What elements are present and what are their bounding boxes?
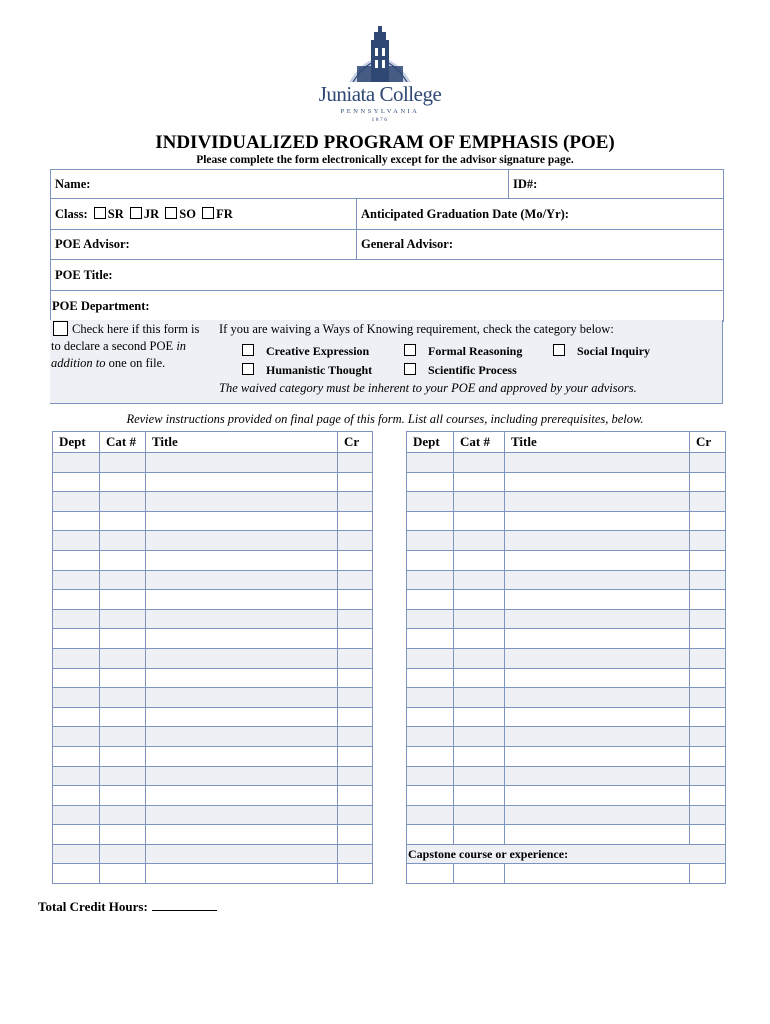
general-advisor-field[interactable]: [357, 230, 724, 260]
course-cr-cell[interactable]: [690, 570, 726, 590]
course-title-cell[interactable]: [146, 648, 338, 668]
course-cat-cell[interactable]: [454, 668, 505, 688]
class-so-checkbox[interactable]: [165, 207, 177, 219]
course-title-cell[interactable]: [146, 844, 338, 864]
course-row: [407, 648, 726, 668]
course-title-cell[interactable]: [505, 746, 690, 766]
class-label: Class:: [55, 206, 88, 221]
course-dept-cell[interactable]: [53, 629, 100, 649]
course-row: [53, 688, 373, 708]
course-row: [53, 844, 373, 864]
course-title-cell[interactable]: [505, 511, 690, 531]
class-sr-checkbox[interactable]: [94, 207, 106, 219]
course-title-cell[interactable]: [146, 531, 338, 551]
course-dept-cell[interactable]: [407, 648, 454, 668]
course-dept-cell[interactable]: [53, 609, 100, 629]
column-header-cat: Cat #: [100, 432, 146, 453]
total-credit-hours: [38, 899, 217, 915]
course-title-cell[interactable]: [146, 864, 338, 884]
course-cat-cell[interactable]: [454, 629, 505, 649]
course-cr-cell[interactable]: [690, 707, 726, 727]
social-inquiry-checkbox[interactable]: [553, 344, 565, 356]
course-row: [407, 570, 726, 590]
column-header-dept: Dept: [407, 432, 454, 453]
course-cr-cell[interactable]: [690, 550, 726, 570]
course-cat-cell[interactable]: [454, 531, 505, 551]
course-cat-cell[interactable]: [100, 864, 146, 884]
scientific-process-checkbox[interactable]: [404, 363, 416, 375]
course-cr-cell[interactable]: [690, 805, 726, 825]
creative-expression-checkbox[interactable]: [242, 344, 254, 356]
course-row: [407, 629, 726, 649]
course-title-cell[interactable]: [146, 511, 338, 531]
course-title-cell[interactable]: [146, 766, 338, 786]
course-row: [407, 668, 726, 688]
course-dept-cell[interactable]: [53, 786, 100, 806]
course-row: [407, 590, 726, 610]
course-cr-cell[interactable]: [690, 668, 726, 688]
course-cr-cell[interactable]: [690, 746, 726, 766]
course-cr-cell[interactable]: [338, 472, 373, 492]
student-info-table: [50, 169, 724, 322]
course-cr-cell[interactable]: [690, 648, 726, 668]
creative-expression-label: Creative Expression: [266, 344, 370, 358]
course-cr-cell[interactable]: [338, 590, 373, 610]
page-title: INDIVIDUALIZED PROGRAM OF EMPHASIS (POE): [155, 132, 615, 153]
column-header-cat: Cat #: [454, 432, 505, 453]
course-cat-cell[interactable]: [100, 746, 146, 766]
course-dept-cell[interactable]: [53, 746, 100, 766]
course-cat-cell[interactable]: [100, 609, 146, 629]
course-cr-cell[interactable]: [338, 825, 373, 845]
course-dept-cell[interactable]: [407, 688, 454, 708]
course-cat-cell[interactable]: [454, 727, 505, 747]
college-tower-icon: [347, 26, 413, 82]
course-cat-cell[interactable]: [454, 805, 505, 825]
course-dept-cell[interactable]: [53, 825, 100, 845]
course-dept-cell[interactable]: [53, 531, 100, 551]
course-row: [53, 727, 373, 747]
course-row: [53, 805, 373, 825]
poe-title-label: POE Title:: [55, 267, 113, 282]
course-cat-cell[interactable]: [454, 766, 505, 786]
course-cat-cell[interactable]: [454, 453, 505, 473]
course-title-cell[interactable]: [505, 688, 690, 708]
graduation-date-label: Anticipated Graduation Date (Mo/Yr):: [361, 206, 569, 221]
course-dept-cell[interactable]: [53, 707, 100, 727]
course-dept-cell[interactable]: [407, 492, 454, 512]
college-logo: [315, 26, 445, 126]
formal-reasoning-checkbox[interactable]: [404, 344, 416, 356]
capstone-dept-cell[interactable]: [407, 864, 454, 884]
course-row: [53, 453, 373, 473]
course-dept-cell[interactable]: [53, 472, 100, 492]
second-poe-line3: one on file.: [108, 356, 166, 370]
course-row: [53, 629, 373, 649]
course-title-cell[interactable]: [146, 550, 338, 570]
course-row: [407, 550, 726, 570]
waiver-option-formal-reasoning[interactable]: [404, 344, 522, 359]
second-poe-line3-italic: addition to: [51, 356, 106, 370]
course-title-cell[interactable]: [505, 609, 690, 629]
course-dept-cell[interactable]: [53, 805, 100, 825]
course-title-cell[interactable]: [505, 492, 690, 512]
course-dept-cell[interactable]: [53, 727, 100, 747]
course-title-cell[interactable]: [505, 766, 690, 786]
capstone-cat-cell[interactable]: [454, 864, 505, 884]
course-cat-cell[interactable]: [454, 590, 505, 610]
course-cat-cell[interactable]: [100, 727, 146, 747]
course-row: [407, 531, 726, 551]
course-dept-cell[interactable]: [53, 492, 100, 512]
class-field: [51, 199, 357, 230]
course-cat-cell[interactable]: [454, 825, 505, 845]
formal-reasoning-label: Formal Reasoning: [428, 344, 523, 358]
waiver-option-humanistic-thought[interactable]: [242, 363, 372, 378]
course-row: [53, 511, 373, 531]
course-dept-cell[interactable]: [53, 570, 100, 590]
course-dept-cell[interactable]: [407, 531, 454, 551]
waiver-section: [216, 320, 723, 404]
waiver-option-social-inquiry[interactable]: [553, 344, 650, 359]
course-cat-cell[interactable]: [100, 492, 146, 512]
course-title-cell[interactable]: [505, 786, 690, 806]
course-cr-cell[interactable]: [338, 844, 373, 864]
class-sr-label: SR: [107, 206, 124, 221]
second-poe-checkbox[interactable]: [53, 321, 68, 336]
total-credit-hours-field[interactable]: [152, 899, 217, 911]
course-cat-cell[interactable]: [100, 550, 146, 570]
waiver-header: If you are waiving a Ways of Knowing requirement, check the category below:: [219, 322, 614, 336]
course-row: [53, 746, 373, 766]
course-cr-cell[interactable]: [690, 492, 726, 512]
course-dept-cell[interactable]: [407, 590, 454, 610]
course-title-cell[interactable]: [146, 570, 338, 590]
course-title-cell[interactable]: [146, 629, 338, 649]
poe-advisor-field[interactable]: [51, 230, 357, 260]
course-cr-cell[interactable]: [338, 805, 373, 825]
course-dept-cell[interactable]: [407, 766, 454, 786]
course-cr-cell[interactable]: [338, 511, 373, 531]
course-cr-cell[interactable]: [338, 688, 373, 708]
course-cat-cell[interactable]: [100, 590, 146, 610]
course-title-cell[interactable]: [146, 688, 338, 708]
course-cat-cell[interactable]: [100, 531, 146, 551]
waiver-option-creative-expression[interactable]: [242, 344, 369, 359]
course-title-cell[interactable]: [146, 453, 338, 473]
course-dept-cell[interactable]: [53, 688, 100, 708]
course-row: [407, 688, 726, 708]
page-subtitle: Please complete the form electronically except for the advisor signature page.: [196, 154, 574, 166]
course-cat-cell[interactable]: [454, 746, 505, 766]
course-instructions: Review instructions provided on final page of this form. List all courses, including prerequisites, below.: [126, 412, 644, 426]
course-cat-cell[interactable]: [100, 629, 146, 649]
course-cat-cell[interactable]: [454, 570, 505, 590]
course-row: [53, 531, 373, 551]
column-header-title: Title: [146, 432, 338, 453]
course-cat-cell[interactable]: [100, 688, 146, 708]
course-row: [53, 609, 373, 629]
poe-advisor-label: POE Advisor:: [55, 237, 130, 251]
course-dept-cell[interactable]: [407, 472, 454, 492]
course-cr-cell[interactable]: [690, 453, 726, 473]
second-poe-section: [50, 320, 216, 404]
course-cat-cell[interactable]: [454, 707, 505, 727]
course-cat-cell[interactable]: [454, 492, 505, 512]
course-row: [53, 707, 373, 727]
course-table-right: [406, 431, 726, 884]
course-row: [53, 766, 373, 786]
course-cr-cell[interactable]: [690, 727, 726, 747]
course-title-cell[interactable]: [146, 805, 338, 825]
course-title-cell[interactable]: [505, 648, 690, 668]
course-cr-cell[interactable]: [338, 648, 373, 668]
course-title-cell[interactable]: [146, 825, 338, 845]
capstone-row: [407, 844, 726, 864]
column-header-cr: Cr: [690, 432, 726, 453]
column-header-cr: Cr: [338, 432, 373, 453]
second-poe-line2: to declare a second POE: [51, 339, 174, 353]
course-dept-cell[interactable]: [407, 825, 454, 845]
course-row: [53, 825, 373, 845]
course-cat-cell[interactable]: [100, 668, 146, 688]
course-title-cell[interactable]: [146, 590, 338, 610]
course-title-cell[interactable]: [505, 707, 690, 727]
logo-college-name: Juniata College: [318, 82, 442, 106]
course-cr-cell[interactable]: [338, 609, 373, 629]
course-dept-cell[interactable]: [407, 707, 454, 727]
course-cr-cell[interactable]: [338, 746, 373, 766]
course-cat-cell[interactable]: [454, 609, 505, 629]
course-cr-cell[interactable]: [338, 570, 373, 590]
course-cat-cell[interactable]: [454, 688, 505, 708]
id-field[interactable]: [509, 170, 724, 199]
course-dept-cell[interactable]: [407, 453, 454, 473]
course-title-cell[interactable]: [505, 472, 690, 492]
course-cat-cell[interactable]: [454, 786, 505, 806]
course-dept-cell[interactable]: [53, 453, 100, 473]
class-fr-checkbox[interactable]: [202, 207, 214, 219]
course-row: [53, 648, 373, 668]
course-row: [407, 511, 726, 531]
column-header-dept: Dept: [53, 432, 100, 453]
course-title-cell[interactable]: [146, 746, 338, 766]
course-row: [53, 570, 373, 590]
total-credit-hours-label: Total Credit Hours:: [38, 899, 148, 914]
graduation-date-field[interactable]: [357, 199, 724, 230]
course-row: [407, 746, 726, 766]
course-cat-cell[interactable]: [454, 472, 505, 492]
course-cr-cell[interactable]: [690, 609, 726, 629]
course-dept-cell[interactable]: [53, 511, 100, 531]
name-label: Name:: [55, 176, 91, 191]
course-title-cell[interactable]: [146, 492, 338, 512]
course-row: [53, 590, 373, 610]
course-dept-cell[interactable]: [407, 805, 454, 825]
course-dept-cell[interactable]: [407, 727, 454, 747]
course-dept-cell[interactable]: [407, 668, 454, 688]
course-title-cell[interactable]: [146, 668, 338, 688]
course-cr-cell[interactable]: [690, 472, 726, 492]
course-cr-cell[interactable]: [690, 786, 726, 806]
course-cr-cell[interactable]: [338, 531, 373, 551]
course-cr-cell[interactable]: [338, 629, 373, 649]
course-cr-cell[interactable]: [690, 511, 726, 531]
capstone-cr-cell[interactable]: [690, 864, 726, 884]
column-header-title: Title: [505, 432, 690, 453]
course-title-cell[interactable]: [505, 668, 690, 688]
course-title-cell[interactable]: [505, 453, 690, 473]
course-cat-cell[interactable]: [454, 511, 505, 531]
course-title-cell[interactable]: [505, 570, 690, 590]
course-cat-cell[interactable]: [100, 805, 146, 825]
logo-state: PENNSYLVANIA: [340, 108, 420, 115]
course-dept-cell[interactable]: [407, 786, 454, 806]
course-dept-cell[interactable]: [53, 864, 100, 884]
name-field[interactable]: [51, 170, 509, 199]
course-dept-cell[interactable]: [53, 648, 100, 668]
course-title-cell[interactable]: [146, 609, 338, 629]
humanistic-thought-label: Humanistic Thought: [266, 363, 373, 377]
course-row: [53, 668, 373, 688]
course-title-cell[interactable]: [505, 805, 690, 825]
course-cat-cell[interactable]: [454, 550, 505, 570]
course-row: [407, 453, 726, 473]
id-label: ID#:: [513, 176, 538, 191]
course-row: [53, 550, 373, 570]
class-fr-label: FR: [216, 206, 233, 221]
course-cat-cell[interactable]: [100, 453, 146, 473]
course-row: [407, 805, 726, 825]
course-row: [407, 727, 726, 747]
course-title-cell[interactable]: [146, 472, 338, 492]
course-title-cell[interactable]: [146, 727, 338, 747]
humanistic-thought-checkbox[interactable]: [242, 363, 254, 375]
course-table-left: [52, 431, 373, 884]
capstone-title-cell[interactable]: [505, 864, 690, 884]
course-dept-cell[interactable]: [407, 511, 454, 531]
course-row: [407, 825, 726, 845]
course-row: [407, 472, 726, 492]
course-cat-cell[interactable]: [100, 472, 146, 492]
course-title-cell[interactable]: [505, 590, 690, 610]
course-title-cell[interactable]: [146, 786, 338, 806]
course-cat-cell[interactable]: [100, 511, 146, 531]
course-title-cell[interactable]: [505, 825, 690, 845]
course-cr-cell[interactable]: [338, 766, 373, 786]
second-poe-text: Check here if this form is: [72, 322, 200, 336]
course-cat-cell[interactable]: [100, 648, 146, 668]
course-cat-cell[interactable]: [100, 570, 146, 590]
class-so-label: SO: [179, 206, 196, 221]
course-cat-cell[interactable]: [454, 648, 505, 668]
waiver-note: The waived category must be inherent to your POE and approved by your advisors.: [219, 381, 637, 395]
course-row: [407, 766, 726, 786]
course-cat-cell[interactable]: [100, 707, 146, 727]
course-dept-cell[interactable]: [53, 844, 100, 864]
course-title-cell[interactable]: [505, 727, 690, 747]
course-dept-cell[interactable]: [53, 668, 100, 688]
logo-year: 1876: [371, 117, 389, 123]
course-dept-cell[interactable]: [53, 766, 100, 786]
course-cr-cell[interactable]: [338, 668, 373, 688]
course-dept-cell[interactable]: [407, 550, 454, 570]
general-advisor-label: General Advisor:: [361, 237, 454, 251]
course-cat-cell[interactable]: [100, 844, 146, 864]
poe-department-field[interactable]: [51, 291, 724, 322]
poe-department-label: POE Department:: [52, 298, 150, 313]
course-cr-cell[interactable]: [338, 864, 373, 884]
course-dept-cell[interactable]: [407, 609, 454, 629]
course-cr-cell[interactable]: [690, 590, 726, 610]
course-title-cell[interactable]: [505, 531, 690, 551]
course-row: [53, 472, 373, 492]
course-cr-cell[interactable]: [690, 629, 726, 649]
course-row: [53, 492, 373, 512]
course-cr-cell[interactable]: [338, 492, 373, 512]
class-jr-label: JR: [143, 206, 160, 221]
course-dept-cell[interactable]: [407, 629, 454, 649]
course-cr-cell[interactable]: [338, 707, 373, 727]
poe-title-field[interactable]: [51, 260, 724, 291]
course-cr-cell[interactable]: [690, 766, 726, 786]
course-row: [53, 864, 373, 884]
course-dept-cell[interactable]: [407, 570, 454, 590]
course-dept-cell[interactable]: [53, 590, 100, 610]
course-cat-cell[interactable]: [100, 825, 146, 845]
second-poe-line2-italic: in: [176, 339, 187, 353]
social-inquiry-label: Social Inquiry: [577, 344, 651, 358]
course-cr-cell[interactable]: [690, 825, 726, 845]
capstone-label: Capstone course or experience:: [407, 844, 726, 864]
course-row: [407, 786, 726, 806]
course-title-cell[interactable]: [505, 629, 690, 649]
course-cr-cell[interactable]: [338, 550, 373, 570]
course-cat-cell[interactable]: [100, 786, 146, 806]
course-cat-cell[interactable]: [100, 766, 146, 786]
course-dept-cell[interactable]: [407, 746, 454, 766]
waiver-option-scientific-process[interactable]: [404, 363, 517, 378]
course-row: [407, 707, 726, 727]
course-cr-cell[interactable]: [690, 531, 726, 551]
course-cr-cell[interactable]: [338, 727, 373, 747]
class-jr-checkbox[interactable]: [130, 207, 142, 219]
course-cr-cell[interactable]: [690, 688, 726, 708]
course-cr-cell[interactable]: [338, 786, 373, 806]
course-dept-cell[interactable]: [53, 550, 100, 570]
course-cr-cell[interactable]: [338, 453, 373, 473]
course-title-cell[interactable]: [505, 550, 690, 570]
course-title-cell[interactable]: [146, 707, 338, 727]
scientific-process-label: Scientific Process: [428, 363, 517, 377]
course-row: [407, 492, 726, 512]
course-row: [53, 786, 373, 806]
course-row: [407, 609, 726, 629]
capstone-entry-row: [407, 864, 726, 884]
